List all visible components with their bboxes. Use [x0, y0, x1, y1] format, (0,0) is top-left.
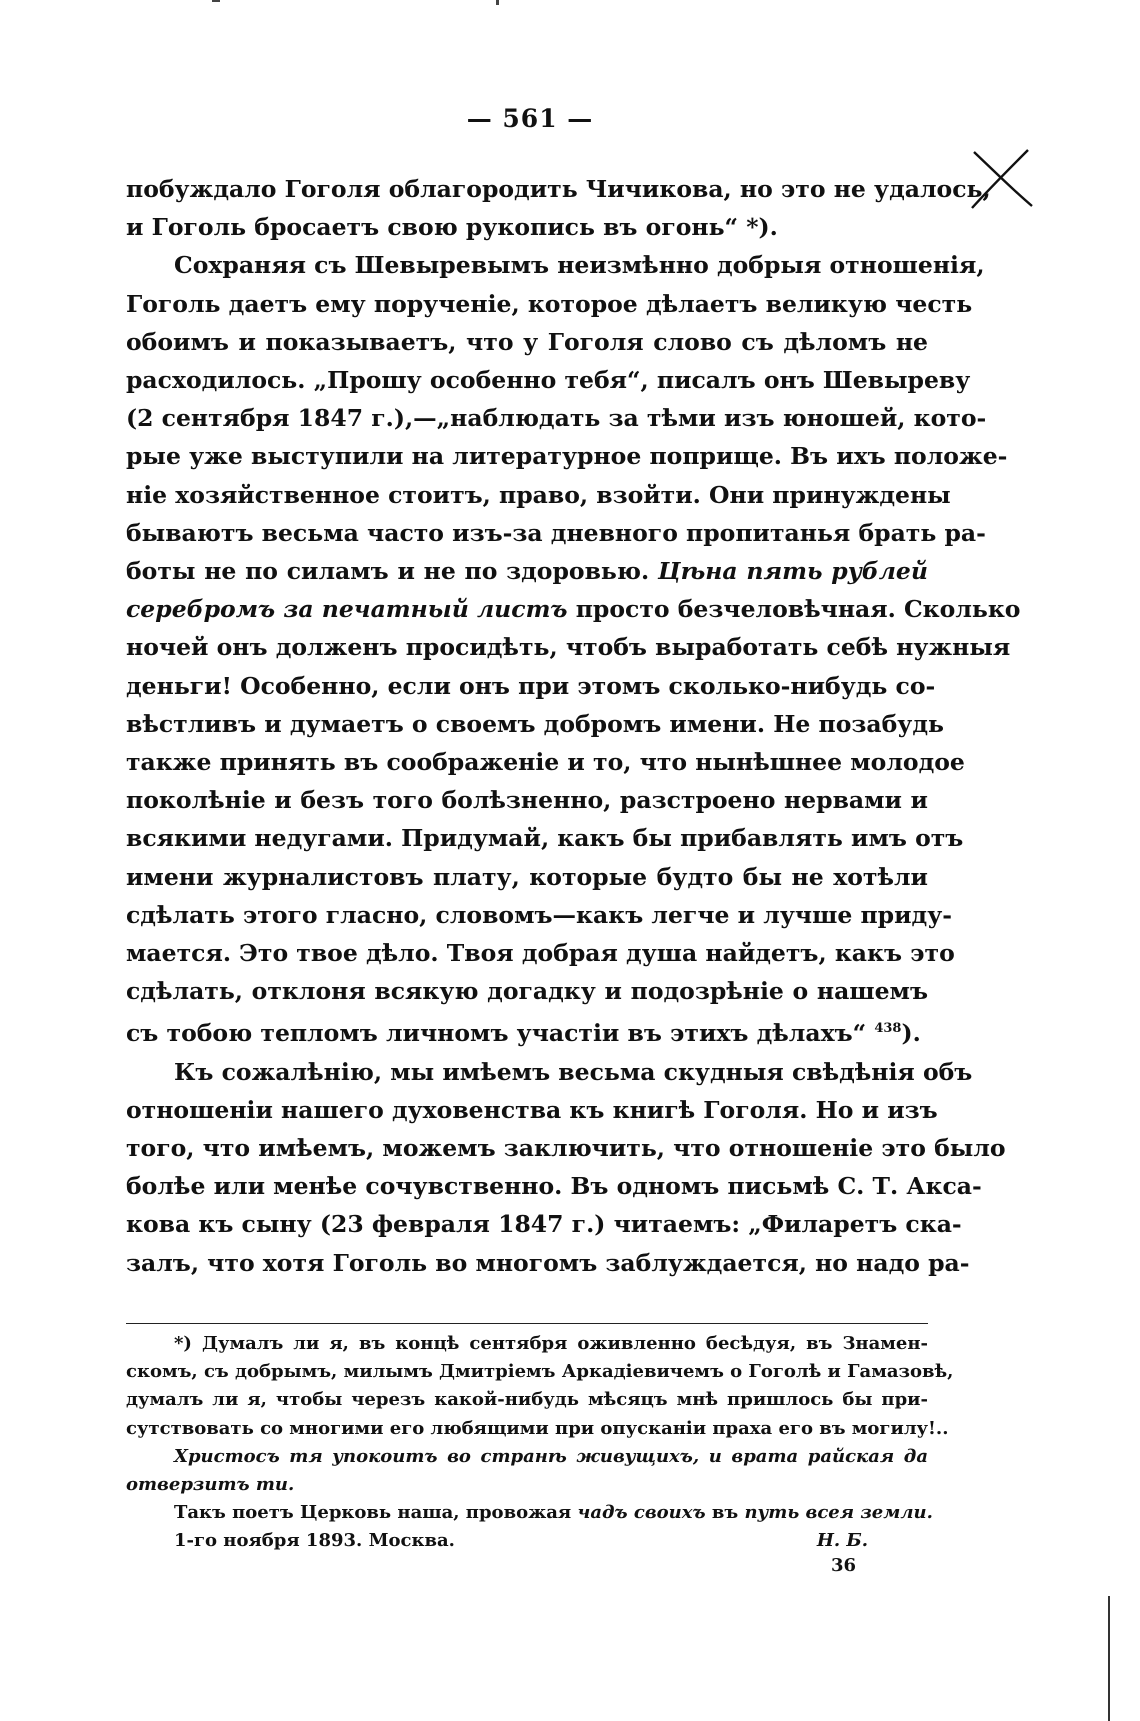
italic-emphasis: чадъ своихъ — [577, 1502, 706, 1524]
text-line — [126, 1010, 928, 1052]
italic-emphasis: Христосъ тя упокоитъ во странѣ живущихъ, и врата райская да — [174, 1445, 928, 1467]
italic-emphasis: серебромъ за печатный листъ — [126, 595, 568, 624]
text-line: побуждало Гоголя облагородить Чичикова, но это не удалось, — [126, 175, 991, 203]
signature-date: 1-го ноября 1893. Москва. — [174, 1530, 455, 1552]
text-line: и Гоголь бросаетъ свою рукопись въ огонь“ *). — [126, 213, 778, 242]
page-number-header: — 561 — — [466, 104, 594, 133]
text-fragment: просто безчеловѣчная. Сколько — [567, 595, 1021, 624]
text-line: всякими недугами. Придумай, какъ бы прибавлять имъ отъ — [126, 824, 964, 853]
text-line: мается. Это твое дѣло. Твоя добрая душа найдетъ, какъ это — [126, 939, 955, 968]
sheet-number: 36 — [830, 1554, 856, 1576]
text-line: ночей онъ долженъ просидѣть, чтобъ выработать себѣ нужныя — [126, 633, 1011, 662]
footnote-line — [126, 1471, 928, 1499]
italic-emphasis: Цѣна пять рублей — [657, 557, 928, 586]
text-line: (2 сентября 1847 г.),—„наблюдать за тѣми изъ юношей, кото- — [126, 404, 987, 433]
footnote-line — [126, 1443, 928, 1471]
paragraph-first-line: Сохраняя съ Шевыревымъ неизмѣнно добрыя отношенія, — [174, 251, 985, 280]
paragraph-first-line: Къ сожалѣнію, мы имѣемъ весьма скудныя свѣдѣнія объ — [174, 1057, 973, 1086]
footnote-line — [126, 1499, 933, 1527]
footnote-line: думалъ ли я, чтобы черезъ какой-нибудь мѣсяцъ мнѣ пришлось бы при- — [126, 1389, 928, 1411]
signature-initials: Н. Б. — [816, 1530, 868, 1552]
text-line: поколѣніе и безъ того болѣзненно, разстроено нервами и — [126, 786, 928, 815]
text-line: сдѣлать, отклоня всякую догадку и подозрѣніе о нашемъ — [126, 977, 928, 1006]
text-line: бываютъ весьма часто изъ-за дневного пропитанья брать ра- — [126, 518, 986, 547]
text-line: ніе хозяйственное стоитъ, право, взойти. Они принуждены — [126, 480, 951, 509]
text-line: имени журналистовъ плату, которые будто бы не хотѣли — [126, 862, 928, 891]
text-line: вѣстливъ и думаетъ о своемъ добромъ имени. Не позабудь — [126, 709, 944, 738]
text-line: Гоголь даетъ ему порученіе, которое дѣлаетъ великую честь — [126, 289, 973, 318]
reference-number: 438 — [874, 1021, 902, 1037]
italic-emphasis: путь всея земли. — [744, 1502, 933, 1524]
footnote-line: скомъ, съ добрымъ, милымъ Дмитріемъ Аркадіевичемъ о Гоголѣ и Гамазовѣ, — [126, 1361, 954, 1383]
scan-artifact-mark — [212, 0, 220, 2]
scan-edge-line — [1108, 1596, 1110, 1721]
text-line: болѣе или менѣе сочувственно. Въ одномъ письмѣ С. Т. Акса- — [126, 1172, 982, 1201]
footnote-divider — [126, 1323, 928, 1324]
text-line: обоимъ и показываетъ, что у Гоголя слово съ дѣломъ не — [126, 327, 928, 356]
text-line: также принять въ соображеніе и то, что нынѣшнее молодое — [126, 748, 965, 777]
text-line — [126, 590, 1021, 628]
footnote — [126, 1330, 954, 1580]
text-line: того, что имѣемъ, можемъ заключить, что отношеніе это было — [126, 1133, 1006, 1162]
scan-artifact-mark — [496, 0, 499, 5]
text-line — [126, 552, 928, 590]
italic-emphasis: отверзитъ ти. — [126, 1474, 295, 1496]
footnote-line: *) Думалъ ли я, въ концѣ сентября оживленно бесѣдуя, въ Знамен- — [174, 1333, 928, 1354]
text-line: деньги! Особенно, если онъ при этомъ сколько-нибудь со- — [126, 671, 936, 700]
text-line: сдѣлать этого гласно, словомъ—какъ легче и лучше приду- — [126, 900, 952, 929]
text-line: отношеніи нашего духовенства къ книгѣ Гоголя. Но и изъ — [126, 1095, 938, 1124]
footnote-line: сутствовать со многими его любящими при опусканіи праха его въ могилу!.. — [126, 1417, 949, 1439]
text-line: рые уже выступили на литературное поприще. Въ ихъ положе- — [126, 442, 1008, 471]
text-line: залъ, что хотя Гоголь во многомъ заблуждается, но надо ра- — [126, 1248, 970, 1277]
text-fragment: съ тобою тепломъ личномъ участіи въ этихъ дѣлахъ“ — [126, 1019, 867, 1048]
text-fragment: ). — [901, 1019, 921, 1048]
body-text — [126, 170, 1021, 1282]
text-fragment: боты не по силамъ и не по здоровью. — [126, 557, 650, 586]
text-fragment: въ — [705, 1502, 745, 1524]
text-line: кова къ сыну (23 февраля 1847 г.) читаемъ: „Филаретъ ска- — [126, 1210, 962, 1239]
text-line: расходилось. „Прошу особенно тебя“, писалъ онъ Шевыреву — [126, 366, 971, 395]
text-fragment: Такъ поетъ Церковь наша, провожая — [174, 1502, 572, 1524]
